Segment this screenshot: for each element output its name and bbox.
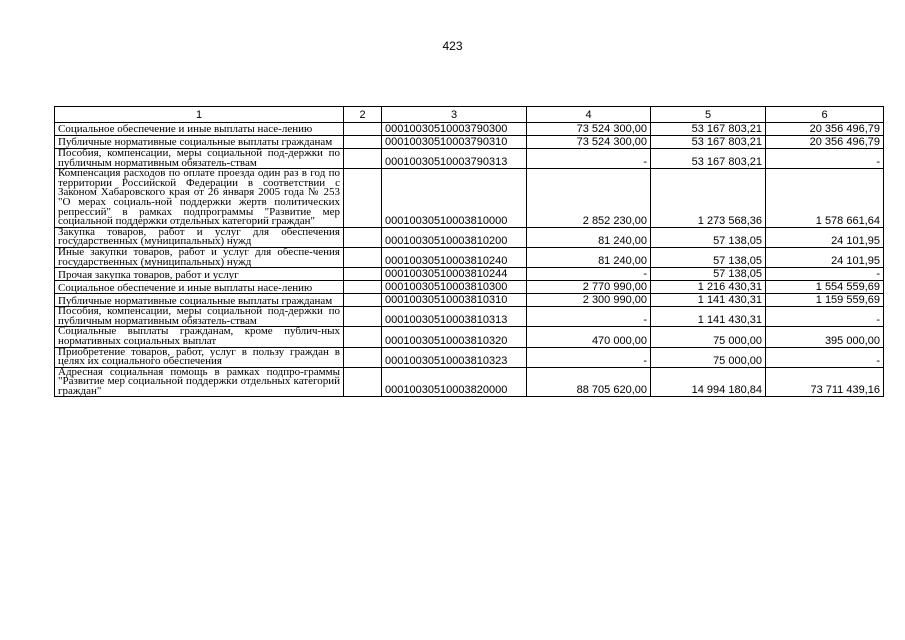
- row-executed-amount-cell: 1 273 568,36: [651, 169, 766, 228]
- row-line-code-cell: [344, 149, 382, 169]
- row-executed-amount-cell: 57 138,05: [651, 268, 766, 281]
- row-line-code-cell: [344, 294, 382, 307]
- row-line-code-cell: [344, 136, 382, 149]
- row-executed-amount-cell: 1 141 430,31: [651, 307, 766, 327]
- row-executed-amount-cell: 75 000,00: [651, 327, 766, 347]
- row-name-cell: Социальное обеспечение и иные выплаты насе-лению: [55, 281, 344, 294]
- table-row: [55, 347, 884, 367]
- row-budget-code-cell: 00010030510003790313: [382, 149, 527, 169]
- row-name-cell: Социальные выплаты гражданам, кроме публич-ных нормативных социальных выплат: [55, 327, 344, 347]
- column-header: 1: [55, 107, 344, 123]
- page-number: 423: [442, 39, 463, 53]
- row-unexecuted-amount-cell: 1 554 559,69: [766, 281, 884, 294]
- table-row: [55, 149, 884, 169]
- table-row: [55, 327, 884, 347]
- row-budget-code-cell: 00010030510003810300: [382, 281, 527, 294]
- row-approved-amount-cell: -: [527, 268, 651, 281]
- row-name-cell: Компенсация расходов по оплате проезда один раз в год по территории Российской Федерации в соответствии с Законом Хабаровского края от 26 января 2005 года № 253 "О мерах социаль-ной поддержки жертв политических репрессий" в рамках подпрограммы "Развитие мер социальной поддержки отдельных категорий граждан": [55, 169, 344, 228]
- column-header: 6: [766, 107, 884, 123]
- budget-execution-table: [54, 106, 884, 397]
- row-executed-amount-cell: 53 167 803,21: [651, 149, 766, 169]
- row-approved-amount-cell: -: [527, 149, 651, 169]
- row-budget-code-cell: 00010030510003820000: [382, 367, 527, 397]
- row-unexecuted-amount-cell: 395 000,00: [766, 327, 884, 347]
- row-name-cell: Закупка товаров, работ и услуг для обеспечения государственных (муниципальных) нужд: [55, 227, 344, 247]
- row-executed-amount-cell: 57 138,05: [651, 227, 766, 247]
- row-budget-code-cell: 00010030510003810200: [382, 227, 527, 247]
- row-unexecuted-amount-cell: 73 711 439,16: [766, 367, 884, 397]
- row-approved-amount-cell: 470 000,00: [527, 327, 651, 347]
- row-budget-code-cell: 00010030510003810320: [382, 327, 527, 347]
- row-approved-amount-cell: -: [527, 347, 651, 367]
- row-unexecuted-amount-cell: 1 578 661,64: [766, 169, 884, 228]
- row-budget-code-cell: 00010030510003790300: [382, 123, 527, 136]
- row-line-code-cell: [344, 227, 382, 247]
- column-header: 2: [344, 107, 382, 123]
- row-name-cell: Прочая закупка товаров, работ и услуг: [55, 268, 344, 281]
- row-unexecuted-amount-cell: 24 101,95: [766, 227, 884, 247]
- row-unexecuted-amount-cell: -: [766, 149, 884, 169]
- row-name-cell: Пособия, компенсации, меры социальной под-держки по публичным нормативным обязатель-ствам: [55, 307, 344, 327]
- row-approved-amount-cell: 88 705 620,00: [527, 367, 651, 397]
- row-executed-amount-cell: 1 141 430,31: [651, 294, 766, 307]
- row-executed-amount-cell: 75 000,00: [651, 347, 766, 367]
- row-unexecuted-amount-cell: 24 101,95: [766, 247, 884, 267]
- row-line-code-cell: [344, 169, 382, 228]
- table-row: [55, 247, 884, 267]
- row-name-cell: Публичные нормативные социальные выплаты гражданам: [55, 294, 344, 307]
- row-budget-code-cell: 00010030510003810244: [382, 268, 527, 281]
- row-executed-amount-cell: 1 216 430,31: [651, 281, 766, 294]
- row-approved-amount-cell: 73 524 300,00: [527, 123, 651, 136]
- table-header-row: [55, 107, 884, 123]
- row-line-code-cell: [344, 327, 382, 347]
- row-budget-code-cell: 00010030510003810313: [382, 307, 527, 327]
- row-name-cell: Иные закупки товаров, работ и услуг для обеспе-чения государственных (муниципальных) нужд: [55, 247, 344, 267]
- row-line-code-cell: [344, 247, 382, 267]
- table-row: [55, 268, 884, 281]
- column-header: 3: [382, 107, 527, 123]
- row-line-code-cell: [344, 367, 382, 397]
- table-row: [55, 367, 884, 397]
- table-row: [55, 307, 884, 327]
- row-line-code-cell: [344, 281, 382, 294]
- row-name-cell: Пособия, компенсации, меры социальной под-держки по публичным нормативным обязатель-ствам: [55, 149, 344, 169]
- row-unexecuted-amount-cell: 20 356 496,79: [766, 123, 884, 136]
- table-row: [55, 227, 884, 247]
- row-name-cell: Публичные нормативные социальные выплаты гражданам: [55, 136, 344, 149]
- row-unexecuted-amount-cell: -: [766, 268, 884, 281]
- row-approved-amount-cell: 73 524 300,00: [527, 136, 651, 149]
- row-budget-code-cell: 00010030510003810310: [382, 294, 527, 307]
- row-executed-amount-cell: 14 994 180,84: [651, 367, 766, 397]
- table-row: [55, 169, 884, 228]
- table-row: [55, 281, 884, 294]
- row-line-code-cell: [344, 123, 382, 136]
- column-header: 5: [651, 107, 766, 123]
- row-budget-code-cell: 00010030510003810000: [382, 169, 527, 228]
- row-unexecuted-amount-cell: 20 356 496,79: [766, 136, 884, 149]
- row-budget-code-cell: 00010030510003810240: [382, 247, 527, 267]
- row-executed-amount-cell: 57 138,05: [651, 247, 766, 267]
- row-approved-amount-cell: 2 852 230,00: [527, 169, 651, 228]
- row-budget-code-cell: 00010030510003790310: [382, 136, 527, 149]
- row-unexecuted-amount-cell: -: [766, 347, 884, 367]
- row-budget-code-cell: 00010030510003810323: [382, 347, 527, 367]
- row-unexecuted-amount-cell: -: [766, 307, 884, 327]
- row-approved-amount-cell: 81 240,00: [527, 247, 651, 267]
- row-approved-amount-cell: 81 240,00: [527, 227, 651, 247]
- row-line-code-cell: [344, 268, 382, 281]
- row-executed-amount-cell: 53 167 803,21: [651, 123, 766, 136]
- row-line-code-cell: [344, 307, 382, 327]
- row-line-code-cell: [344, 347, 382, 367]
- table-row: [55, 123, 884, 136]
- row-name-cell: Адресная социальная помощь в рамках подпро-граммы "Развитие мер социальной поддержки отдельных категорий граждан": [55, 367, 344, 397]
- row-name-cell: Социальное обеспечение и иные выплаты насе-лению: [55, 123, 344, 136]
- row-executed-amount-cell: 53 167 803,21: [651, 136, 766, 149]
- row-approved-amount-cell: 2 770 990,00: [527, 281, 651, 294]
- row-approved-amount-cell: -: [527, 307, 651, 327]
- row-name-cell: Приобретение товаров, работ, услуг в пользу граждан в целях их социального обеспечения: [55, 347, 344, 367]
- column-header: 4: [527, 107, 651, 123]
- row-unexecuted-amount-cell: 1 159 559,69: [766, 294, 884, 307]
- row-approved-amount-cell: 2 300 990,00: [527, 294, 651, 307]
